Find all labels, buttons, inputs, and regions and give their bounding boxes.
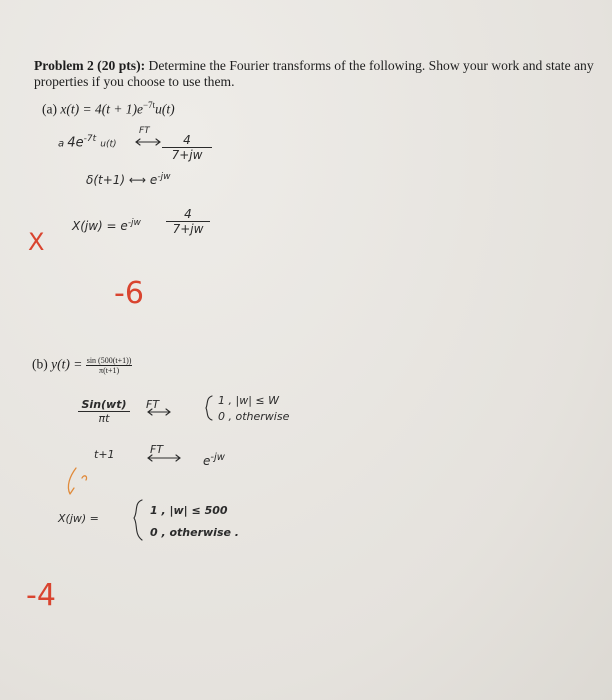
part-a-tail: u(t): [155, 101, 175, 117]
part-b-formula: y(t) =: [51, 356, 83, 372]
part-a-label: (a): [42, 101, 57, 117]
hw-a-line3: $X(jw) = e^{-jw}$: [72, 218, 141, 233]
problem-title: Problem 2 (20 pts):: [34, 58, 146, 73]
hw-a-fraction: 4 7+jw: [162, 133, 212, 162]
arrow-icon: [148, 409, 170, 415]
hw-b-line2-right: $e^{-jw}$: [203, 452, 225, 468]
hw-b-line2-ft: FT: [150, 443, 164, 456]
hw-b-cases-2: 1 , |w| ≤ 500 0 , otherwise .: [150, 504, 239, 539]
hw-b-fraction: Sin(wt) πt: [78, 398, 130, 425]
question-mark-icon: [82, 476, 87, 480]
part-b-score: -4: [26, 578, 56, 613]
hw-a-line1: a $4e^{-7t}$ u(t): [58, 134, 117, 151]
hw-a-ft-label: FT: [139, 126, 150, 136]
hw-b-ft-label: FT: [146, 398, 160, 411]
arrow-icon: [136, 139, 160, 145]
problem-instruction: Determine the Fourier transforms of the following. Show your work and state any properties if you choose to use them.: [34, 58, 594, 89]
hw-b-line3-left: X(jw) =: [58, 512, 99, 525]
hw-b-line2-left: t+1: [94, 448, 115, 461]
part-a-score: -6: [114, 276, 144, 311]
part-a-exponent: −7t: [143, 100, 156, 110]
hw-b-cases-1: 1 , |w| ≤ W 0 , otherwise: [218, 394, 290, 423]
hw-a-line2: δ(t+1) ⟷ $e^{-jw}$: [86, 172, 171, 187]
brace-icon: [134, 500, 142, 540]
hook-mark-icon: [68, 468, 76, 494]
brace-icon: [206, 396, 212, 420]
hw-a-fraction-2: 4 7+jw: [166, 207, 210, 236]
arrow-icon: [148, 455, 180, 461]
part-a-formula: x(t) = 4(t + 1)e: [60, 101, 144, 117]
part-b-fraction: $\frac{\sin (500(t+1))}{\pi(t+1)}$: [86, 356, 132, 375]
incorrect-mark: X: [28, 228, 45, 256]
part-b-label: (b): [32, 356, 48, 372]
